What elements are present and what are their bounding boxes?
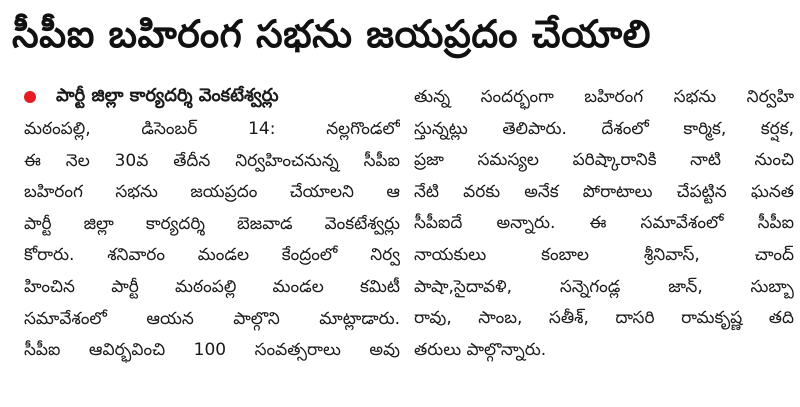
body-line: నాయకులు కంబాల శ్రీనివాస్, చాంద్ (414, 244, 794, 265)
body-line: మఠంపల్లి, డిసెంబర్ 14: నల్లగొండలో (24, 119, 400, 139)
body-line: సీపీఐదే అన్నారు. ఈ సమావేశంలో సీపీఐ (414, 213, 794, 234)
body-line: సీపీఐ ఆవిర్భవించి 100 సంవత్సరాలు అవు (24, 340, 400, 361)
body-line: సమావేశంలో ఆయన పాల్గొని మాట్లాడారు. (24, 308, 400, 329)
body-line: పార్టీ జిల్లా కార్యదర్శి బెజవాడ వెంకటేశ్వర్లు (24, 213, 400, 234)
subheading-text: పార్టీ జిల్లా కార్యదర్శి వెంకటేశ్వర్లు (56, 84, 279, 106)
left-column (24, 82, 400, 367)
body-line: పాషా,సైదావళి, సన్నెగండ్ల జాన్, సుబ్బా (414, 276, 794, 297)
body-line: హించిన పార్టీ మఠంపల్లి మండల కమిటీ (24, 276, 400, 297)
bullet-dot-icon (24, 91, 36, 103)
right-column (414, 82, 794, 366)
body-line: రావు, సాంబ, సతీశ్, దాసరి రామకృష్ణ తది (414, 308, 794, 329)
body-line: ప్రజా సమస్యల పరిష్కారానికి నాటి నుంచి (414, 150, 794, 171)
body-line: తున్న సందర్భంగా బహిరంగ సభను నిర్వహి (414, 87, 794, 107)
body-line: కోరారు. శనివారం మండల కేంద్రంలో నిర్వ (24, 245, 400, 266)
body-line: నేటి వరకు అనేక పోరాటాలు చేపట్టిన ఘనత (414, 181, 794, 202)
body-line: తరులు పాల్గొన్నారు. (414, 339, 547, 360)
body-line: స్తున్నట్లు తెలిపారు. దేశంలో కార్మిక, కర్షక, (414, 118, 794, 139)
subheading (24, 82, 400, 112)
headline: సీపీఐ బహిరంగ సభను జయప్రదం చేయాలి (12, 12, 652, 56)
body-line: బహిరంగ సభను జయప్రదం చేయాలని ఆ (24, 182, 400, 203)
body-line: ఈ నెల 30వ తేదీన నిర్వహించనున్న సీపీఐ (24, 150, 400, 171)
